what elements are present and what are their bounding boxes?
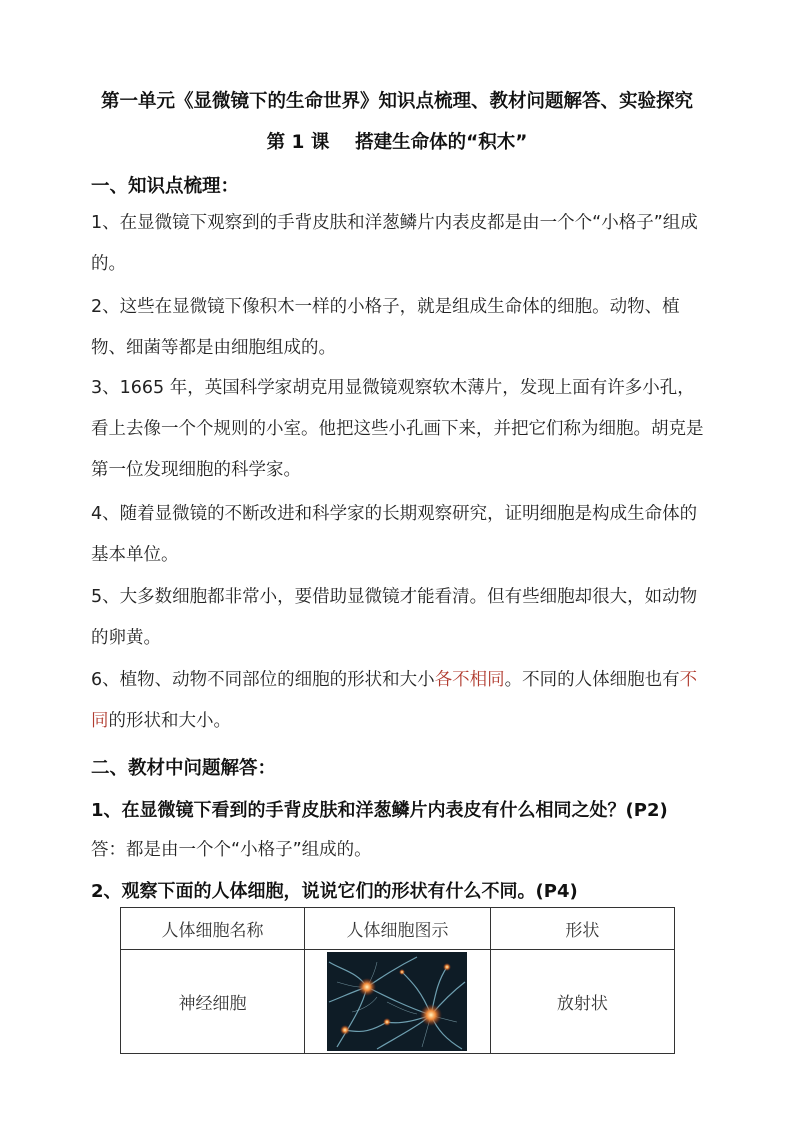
cell-table bbox=[120, 907, 675, 1054]
knowledge-item-4: 4、随着显微镜的不断改进和科学家的长期观察研究，证明细胞是构成生命体的基本单位。 bbox=[91, 504, 698, 565]
section-heading-knowledge: 一、知识点梳理： bbox=[91, 176, 240, 197]
document-title: 第一单元《显微镜下的生命世界》知识点梳理、教材问题解答、实验探究 bbox=[100, 91, 693, 112]
table-header-cell: 人体细胞图示 bbox=[305, 908, 491, 950]
section-heading-questions: 二、教材中问题解答： bbox=[91, 758, 277, 779]
knowledge-item-6-part-e: 的形状和大小。 bbox=[108, 711, 231, 731]
knowledge-item-2: 2、这些在显微镜下像积木一样的小格子，就是组成生命体的细胞。动物、植物、细菌等都是由细胞组成的。 bbox=[91, 297, 680, 358]
knowledge-item-6 bbox=[91, 660, 706, 742]
cell-name: 神经细胞 bbox=[121, 950, 305, 1054]
highlight-text: 各不相同 bbox=[434, 670, 505, 690]
answer-1: 答：都是由一个个“小格子”组成的。 bbox=[91, 840, 372, 860]
knowledge-item-6-part-a: 6、植物、动物不同部位的细胞的形状和大小 bbox=[91, 670, 435, 690]
lesson-title: 第 1 课 搭建生命体的“积木” bbox=[266, 132, 528, 153]
table-header-cell: 形状 bbox=[490, 908, 674, 950]
table-row bbox=[121, 950, 675, 1054]
knowledge-item-6-part-c: 。不同的人体细胞也有 bbox=[504, 670, 680, 690]
neuron-image bbox=[327, 952, 467, 1051]
knowledge-item-1: 1、在显微镜下观察到的手背皮肤和洋葱鳞片内表皮都是由一个个“小格子”组成的。 bbox=[91, 213, 698, 274]
knowledge-item-3: 3、1665 年，英国科学家胡克用显微镜观察软木薄片，发现上面有许多小孔，看上去像一个个规则的小室。他把这些小孔画下来，并把它们称为细胞。胡克是第一位发现细胞的科学家。 bbox=[91, 378, 704, 480]
question-2: 2、观察下面的人体细胞，说说它们的形状有什么不同。(P4) bbox=[91, 881, 578, 902]
cell-image bbox=[305, 950, 491, 1054]
highlight-text: 不同 bbox=[91, 670, 698, 731]
knowledge-item-5: 5、大多数细胞都非常小，要借助显微镜才能看清。但有些细胞却很大，如动物的卵黄。 bbox=[91, 587, 698, 648]
cell-shape: 放射状 bbox=[490, 950, 674, 1054]
question-1: 1、在显微镜下看到的手背皮肤和洋葱鳞片内表皮有什么相同之处？(P2) bbox=[91, 800, 668, 821]
table-header-row bbox=[121, 908, 675, 950]
table-header-cell: 人体细胞名称 bbox=[121, 908, 305, 950]
